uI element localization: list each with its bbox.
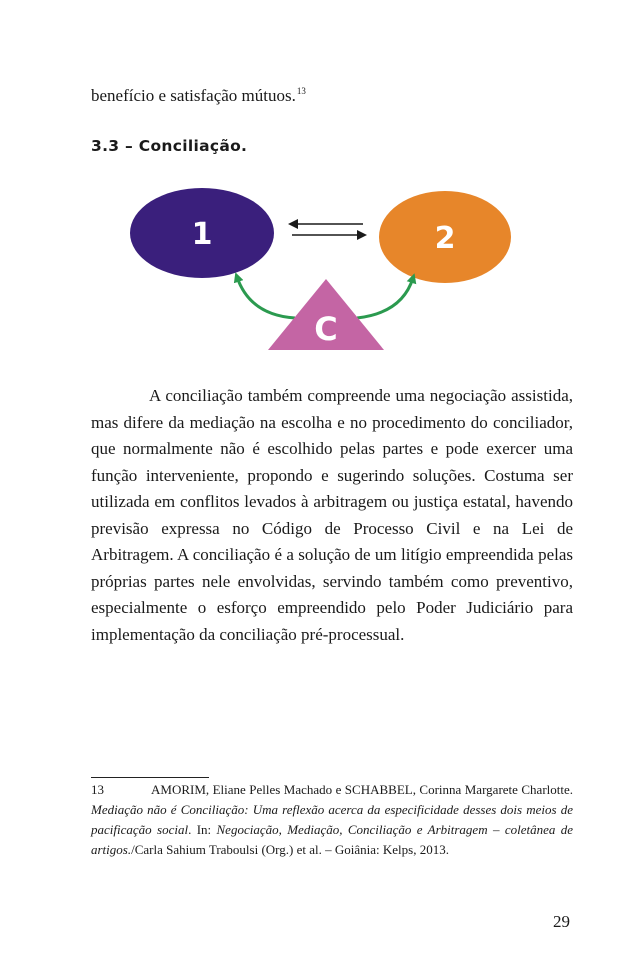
footnote-authors: AMORIM, Eliane Pelles Machado e SCHABBEL, Corinna Margarete Charlotte.: [151, 782, 573, 797]
node-2-label: 2: [434, 221, 456, 256]
curved-arrow-to-2: [357, 278, 413, 318]
footnote-number: 13: [91, 782, 104, 797]
footnote-separator: [91, 777, 209, 778]
body-paragraph: [91, 383, 573, 648]
intro-line: [91, 86, 306, 106]
footnote-publication: /Carla Sahium Traboulsi (Org.) et al. – Goiânia: Kelps, 2013.: [131, 842, 449, 857]
node-1-label: 1: [191, 217, 213, 252]
curved-arrow-to-1: [237, 277, 295, 318]
page-number: 29: [553, 912, 570, 931]
footnote-in-label: . In:: [188, 822, 217, 837]
conciliation-diagram: [120, 180, 520, 360]
footnote-book-title: Negociação, Mediação, Conciliação e Arbitragem – coletânea de artigos.: [91, 822, 573, 857]
node-c-label: C: [314, 310, 338, 348]
body-paragraph-text: A conciliação também compreende uma negociação assistida, mas difere da mediação na escolha e no procedimento do conciliador, que normalmente não é escolhido pelas partes e pode exercer uma função interveniente, propondo e sugerindo soluções. Costuma ser utilizada em conflitos levados à arbitragem ou justiça estatal, havendo previsão expressa no Código de Processo Civil e na Lei de Arbitragem. A conciliação é a solução de um litígio empreendida pelas próprias partes nele envolvidas, servindo também como preventivo, especialmente o esforço empreendido pelo Poder Judiciário para implementação da conciliação pré-processual.: [91, 386, 573, 644]
footnote-reference: 13: [296, 86, 306, 97]
footnote: [91, 780, 573, 860]
intro-text: benefício e satisfação mútuos.: [91, 86, 296, 105]
footnote-title: Mediação não é Conciliação: Uma reflexão acerca da especificidade desses dois meios de pacificação social: [91, 802, 573, 837]
section-heading: 3.3 – Conciliação.: [91, 137, 248, 155]
straight-arrows: [288, 219, 367, 240]
